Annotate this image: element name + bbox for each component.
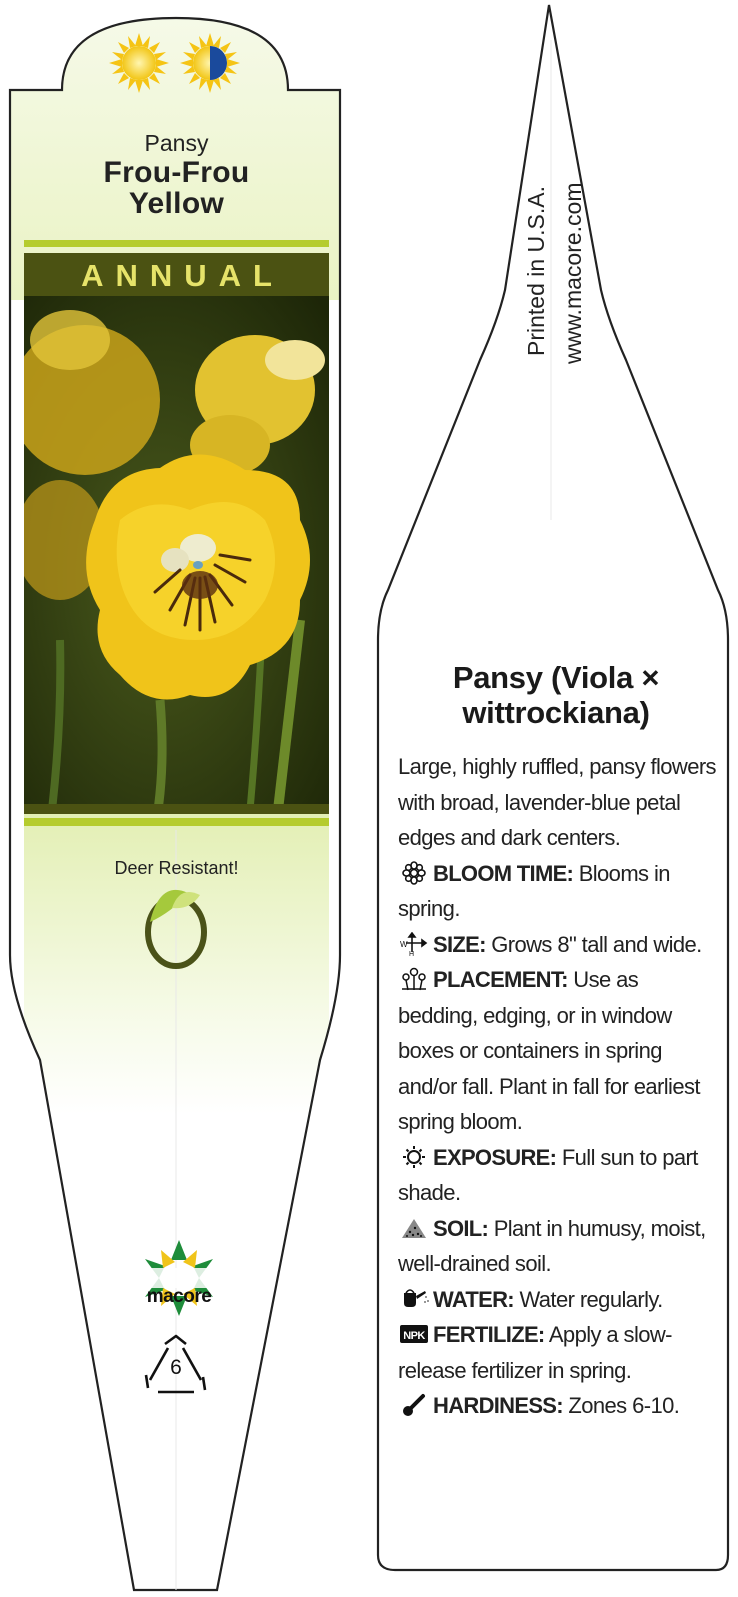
detail-fertilize [398,1317,718,1388]
sun-outline-icon [398,1144,430,1166]
lime-band-top [24,240,329,247]
deer-resistant-badge: Deer Resistant! [114,858,239,878]
placement-label: PLACEMENT: [433,967,568,992]
full-sun-icon [109,33,169,93]
pansy-photo [10,296,329,810]
hardiness-label: HARDINESS: [433,1393,563,1418]
soil-text: Plant in humusy, moist, well-drained soil. [398,1215,706,1276]
scientific-line-2: wittrockiana) [462,695,650,730]
fertilize-text: Apply a slow-release fertilizer in spring. [398,1322,672,1383]
front-tag [0,0,360,1590]
website-url: www.macore.com [560,182,586,364]
bloom-time-label: BLOOM TIME: [433,860,574,886]
photo-bottom-band [24,804,329,814]
placement-text: Use as bedding, edging, or in window boxes or containers in spring and/or fall. Plant in fall for earliest spring bloom. [398,967,700,1134]
svg-text:W: W [400,939,407,949]
bloom-time-text: Blooms in spring. [398,860,670,921]
detail-size [398,927,718,963]
exposure-text: Full sun to part shade. [398,1144,698,1205]
recycle-code: 6 [170,1356,182,1379]
part-sun-icon [180,33,240,93]
cultivar-name [24,157,329,219]
soil-label: SOIL: [433,1215,489,1241]
soil-icon [398,1215,430,1237]
fertilize-label: FERTILIZE: [433,1322,545,1347]
detail-placement [398,962,718,1140]
scientific-name [396,660,716,730]
size-icon [398,931,430,956]
exposure-label: EXPOSURE: [433,1144,557,1170]
watering-can-icon [398,1286,430,1308]
common-name: Pansy [144,130,209,156]
detail-soil [398,1211,718,1282]
detail-water [398,1282,718,1318]
printed-in-usa: Printed in U.S.A. [523,185,549,356]
description: Large, highly ruffled, pansy flowers with broad, lavender-blue petal edges and dark centers. [398,754,716,850]
size-text: Grows 8" tall and wide. [491,931,702,957]
lime-band-bottom [24,818,329,826]
cultivar-line-2: Yellow [128,187,225,220]
plants-icon [398,966,430,988]
brand-name: macore [146,1286,212,1307]
thermometer-icon [398,1392,430,1414]
detail-hardiness [398,1388,718,1424]
hardiness-text: Zones 6-10. [568,1393,680,1418]
svg-text:H: H [409,950,414,956]
size-label: SIZE: [433,931,486,957]
detail-bloom-time [398,856,718,927]
category-label: ANNUAL [81,258,284,293]
water-text: Water regularly. [519,1286,663,1312]
detail-exposure [398,1140,718,1211]
svg-text:NPK: NPK [403,1330,425,1342]
cultivar-line-1: Frou-Frou [103,156,250,189]
care-instructions [398,749,718,1424]
scientific-line-1: Pansy (Viola × [452,660,660,695]
water-label: WATER: [433,1286,514,1312]
flower-icon [398,860,430,882]
npk-icon [398,1321,430,1343]
